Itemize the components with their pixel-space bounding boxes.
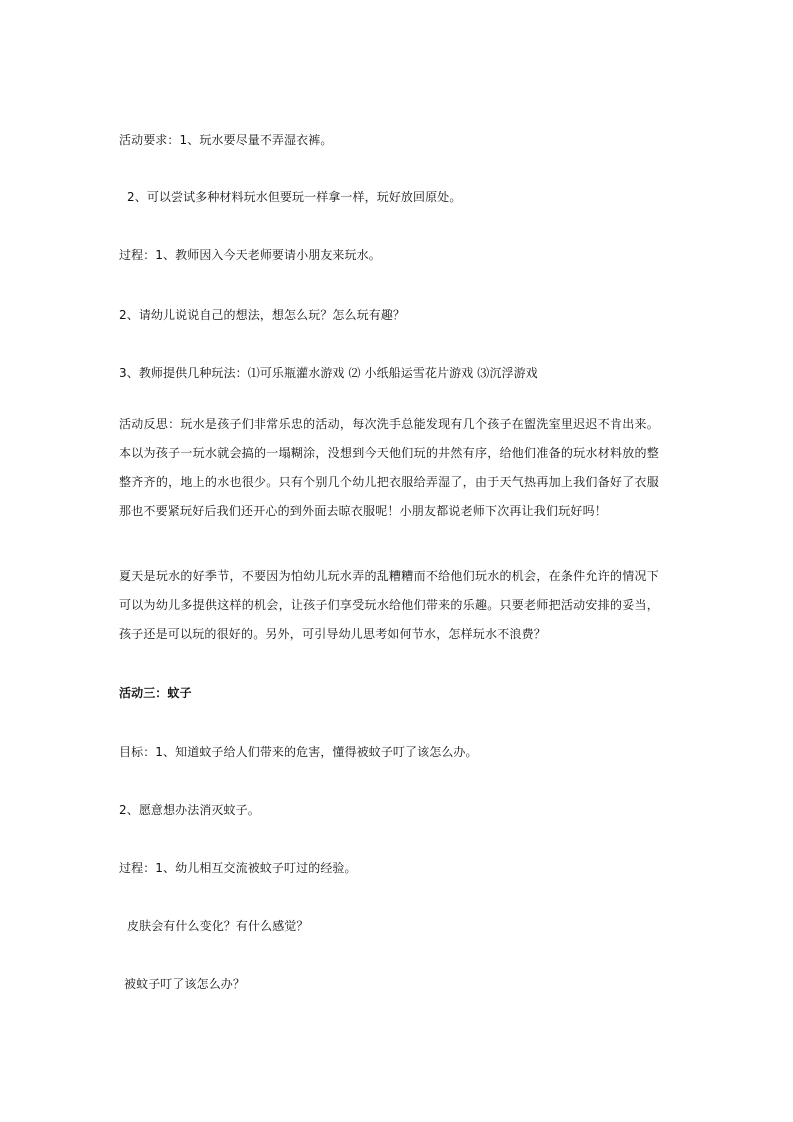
activity-requirement-2: 2、可以尝试多种材料玩水但要玩一样拿一样，玩好放回原处。 [127,190,462,204]
goal-2: 2、愿意想办法消灭蚊子。 [119,803,260,817]
process-step-1: 过程：1、教师因入今天老师要请小朋友来玩水。 [119,248,381,262]
activity3-heading: 活动三：蚊子 [119,686,192,700]
process-b-step-1: 过程：1、幼儿相互交流被蚊子叮过的经验。 [119,861,357,875]
process-step-2: 2、请幼儿说说自己的想法，想怎么玩？怎么玩有趣？ [119,308,406,322]
goal-1: 目标：1、知道蚊子给人们带来的危害，懂得被蚊子叮了该怎么办。 [119,745,478,759]
summer-paragraph: 夏天是玩水的好季节，不要因为怕幼儿玩水弄的乱糟糟而不给他们玩水的机会，在条件允许的情况下可以为幼儿多提供这样的机会，让孩子们享受玩水给他们带来的乐趣。只要老师把活动安排的妥当，孩子还是可以玩的很好的。另外，可引导幼儿思考如何节水，怎样玩水不浪费？ [119,569,659,641]
activity-requirement-1: 活动要求：1、玩水要尽量不弄湿衣裤。 [119,133,333,147]
question-2: 被蚊子叮了该怎么办？ [124,977,246,991]
question-1: 皮肤会有什么变化？有什么感觉？ [127,919,309,933]
process-step-3: 3、教师提供几种玩法：⑴可乐瓶灌水游戏 ⑵ 小纸船运雪花片游戏 ⑶沉浮游戏 [119,366,538,380]
activity-reflection-paragraph: 活动反思：玩水是孩子们非常乐忠的活动，每次洗手总能发现有几个孩子在盥洗室里迟迟不肯出来。本以为孩子一玩水就会搞的一塌糊涂，没想到今天他们玩的井然有序，给他们准备的玩水材料放的整整齐齐的，地上的水也很少。只有个别几个幼儿把衣服给弄湿了，由于天气热再加上我们备好了衣服那也不要紧玩好后我们还开心的到外面去晾衣服呢！小朋友都说老师下次再让我们玩好吗！ [119,417,659,518]
